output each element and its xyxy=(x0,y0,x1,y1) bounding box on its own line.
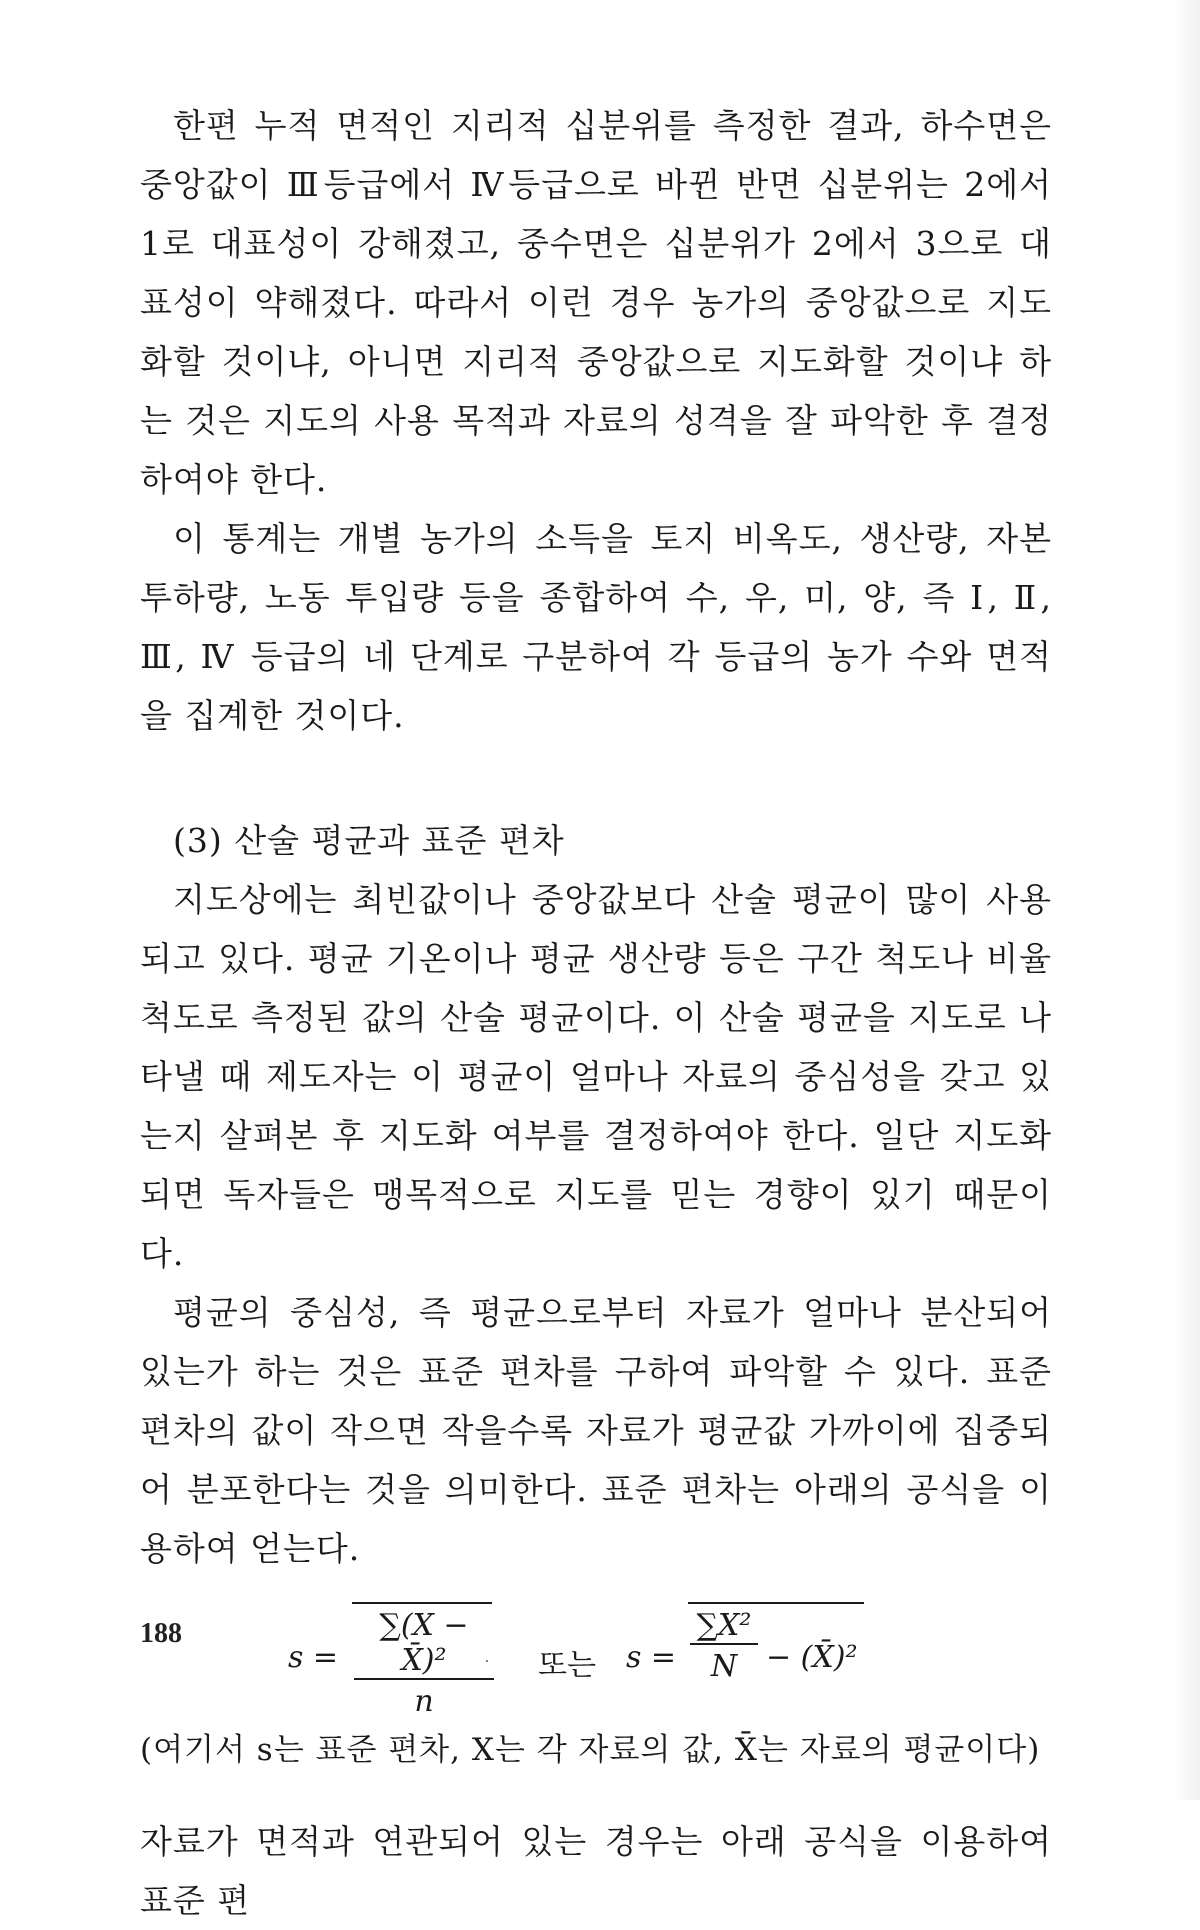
standard-deviation-formula xyxy=(140,1590,1052,1722)
formula-tail-2: − (X̄)² xyxy=(766,1640,858,1675)
numerator-2: ∑X² xyxy=(696,1608,752,1643)
paragraph-decile-result: 한편 누적 면적인 지리적 십분위를 측정한 결과, 하수면은 중앙값이 Ⅲ등급에서 Ⅳ등급으로 바뀐 반면 십분위는 2에서 1로 대표성이 강해졌고, 중수면은 십분위가 2에서 3으로 대표성이 약해졌다. 따라서 이런 경우 농가의 중앙값으로 지도화할 것이냐, 아니면 지리적 중앙값으로 지도화할 것이냐 하는 것은 지도의 사용 목적과 자료의 성격을 잘 파악한 후 결정하여야 한다. xyxy=(140,106,1052,499)
page-number: 188 xyxy=(140,1618,182,1649)
paragraph-statistics-grades: 이 통계는 개별 농가의 소득을 토지 비옥도, 생산량, 자본 투하량, 노동 투입량 등을 종합하여 수, 우, 미, 양, 즉 Ⅰ, Ⅱ, Ⅲ, Ⅳ 등급의 네 단계로 구분하여 각 등급의 농가 수와 면적을 집계한 것이다. xyxy=(140,519,1052,735)
body-text xyxy=(140,96,1052,1930)
scan-speck xyxy=(486,1660,488,1662)
numerator-1: ∑(X − X̄)² xyxy=(379,1608,469,1678)
sqrt-bar-1 xyxy=(352,1602,492,1604)
sqrt-bar-2 xyxy=(688,1602,864,1604)
formula-lhs-1: s = xyxy=(288,1640,339,1675)
denominator-1: n xyxy=(354,1678,494,1719)
formula-connector: 또는 xyxy=(538,1648,596,1683)
formula-lhs-2: s = xyxy=(626,1640,677,1675)
paragraph-standard-deviation: 평균의 중심성, 즉 평균으로부터 자료가 얼마나 분산되어 있는가 하는 것은 표준 편차를 구하여 파악할 수 있다. 표준 편차의 값이 작으면 작을수록 자료가 평균값 가까이에 집중되어 분포한다는 것을 의미한다. 표준 편차는 아래의 공식을 이용하여 얻는다. xyxy=(140,1293,1052,1568)
section-spacer xyxy=(140,745,1052,811)
formula-note: (여기서 s는 표준 편차, X는 각 자료의 값, X̄는 자료의 평균이다) xyxy=(140,1732,1041,1768)
paragraph-arithmetic-mean: 지도상에는 최빈값이나 중앙값보다 산술 평균이 많이 사용되고 있다. 평균 기온이나 평균 생산량 등은 구간 척도나 비율 척도로 측정된 값의 산술 평균이다. 이 산술 평균을 지도로 나타낼 때 제도자는 이 평균이 얼마나 자료의 중심성을 갖고 있는지 살펴본 후 지도화 여부를 결정하여야 한다. 일단 지도화되면 독자들은 맹목적으로 지도를 믿는 경향이 있기 때문이다. xyxy=(140,880,1052,1273)
fraction-1 xyxy=(354,1608,494,1719)
section-heading: (3) 산술 평균과 표준 편차 xyxy=(173,821,565,860)
page-edge-shadow xyxy=(1172,0,1200,1800)
fraction-2 xyxy=(690,1608,758,1684)
denominator-2: N xyxy=(690,1643,758,1684)
note-spacer xyxy=(140,1778,1052,1812)
paragraph-area-related: 자료가 면적과 연관되어 있는 경우는 아래 공식을 이용하여 표준 편 xyxy=(140,1822,1052,1920)
